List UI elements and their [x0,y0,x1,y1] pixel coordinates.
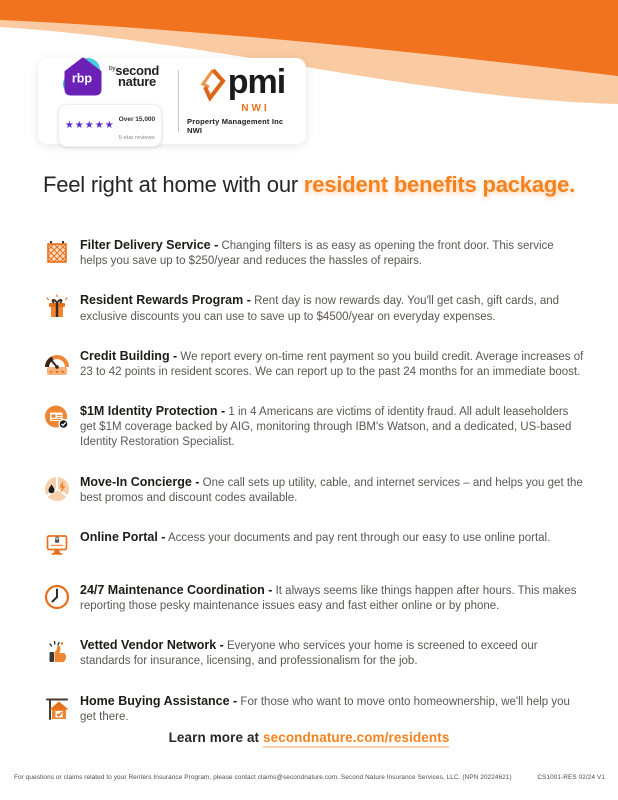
house-sold-icon [42,693,72,723]
list-item-online-portal [34,529,584,559]
benefit-title: Move-In Concierge - [80,474,200,489]
legal-footer [14,774,605,781]
monitor-icon [42,529,72,559]
benefit-title: Credit Building - [80,348,178,363]
page-title: Feel right at home with our resident benefits package. [42,172,576,197]
id-card-icon [42,403,72,433]
benefit-title: $1M Identity Protection - [80,404,226,419]
benefit-title: Vetted Vendor Network - [80,638,224,653]
pmi-diamond-icon [200,67,226,103]
benefit-desc: One call sets up utility, cable, and internet services – and helps you get the best promos and discount codes available. [80,476,583,504]
headline-highlight: resident benefits package. [303,172,576,197]
pmi-tagline: Property Management Inc NWI [187,117,284,135]
document-code: CS1001-RES 02/24 V1 [537,774,605,781]
benefit-title: Resident Rewards Program - [80,293,251,308]
learn-more-line: Learn more at secondnature.com/residents [0,730,618,745]
pmi-region: NWI [241,103,270,114]
list-item-resident-rewards [34,292,584,324]
list-item-credit-building [34,348,584,380]
svg-text:★ ★ ★: ★ ★ ★ [48,369,66,376]
list-item-home-buying-assistance [34,693,584,725]
utilities-icon [42,474,72,504]
rbp-badge-icon [61,55,105,99]
list-item-filter-delivery [34,237,584,269]
benefit-title: 24/7 Maintenance Coordination - [80,582,273,597]
benefit-desc: 1 in 4 Americans are victims of identity fraud. All adult leaseholders get $1M coverage backed by AIG, monitoring through IBM's Watson, and a dedicated, US-based Identity Restoration Specialist. [80,406,572,449]
svg-text:rbp: rbp [71,71,93,86]
benefits-list [34,237,584,748]
benefit-desc: Rent day is now rewards day. You'll get cash, gift cards, and exclusive discounts you can use to save up to $4500/year on everyday expenses. [80,295,560,323]
list-item-maintenance-coordination [34,582,584,614]
reviews-count: Over 15,000 [118,115,156,123]
benefit-title: Online Portal - [80,529,166,544]
logo-divider [178,70,179,132]
air-filter-icon [42,237,72,267]
benefit-title: Home Buying Assistance - [80,693,238,708]
pmi-wordmark: pmi [227,63,286,101]
benefit-desc: It always seems like things happen after hours. This makes reporting those pesky maintenance issues easy and fast either online or by phone. [80,584,577,613]
benefit-desc: For those who want to move onto homeownership, we'll help you get there. [80,695,570,723]
benefit-title: Filter Delivery Service - [80,238,219,252]
reviews-caption: 5-star reviews [118,134,155,141]
benefit-desc: We report every on-time rent payment so you build credit. Average increases of 23 to 42 points in resident scores. We can report up to the past 24 months for an immediate boost. [80,350,584,378]
rbp-second-nature-logo [46,55,174,147]
residents-link[interactable]: secondnature.com/residents [263,730,449,748]
thumbs-up-icon [42,637,72,667]
benefit-desc: Changing filters is as easy as opening the front door. This service helps you save up to $250/year and reduces the hassles of repairs. [80,240,554,268]
pmi-logo [187,63,298,135]
benefit-desc: Access your documents and pay rent through our easy to use online portal. [168,531,551,544]
reviews-badge [58,104,162,147]
logo-card [38,58,306,144]
benefit-desc: Everyone who services your home is screened to exceed our standards for insurance, licensing, and professionalism for the job. [80,640,538,668]
clock-icon [42,582,72,612]
list-item-vetted-vendor-network [34,637,584,669]
five-stars-icon: ★★★★★ [64,120,115,131]
legal-text: For questions or claims related to your Renters Insurance Program, please contact claims@secondnature.com. Second Nature Insurance Services, LLC. (NPN 20224621) [14,774,512,781]
list-item-move-in-concierge [34,474,584,506]
gift-icon [42,292,72,322]
list-item-identity-protection [34,403,584,451]
credit-gauge-icon [42,348,72,378]
second-nature-wordmark: $^{by}$second nature [109,63,159,89]
